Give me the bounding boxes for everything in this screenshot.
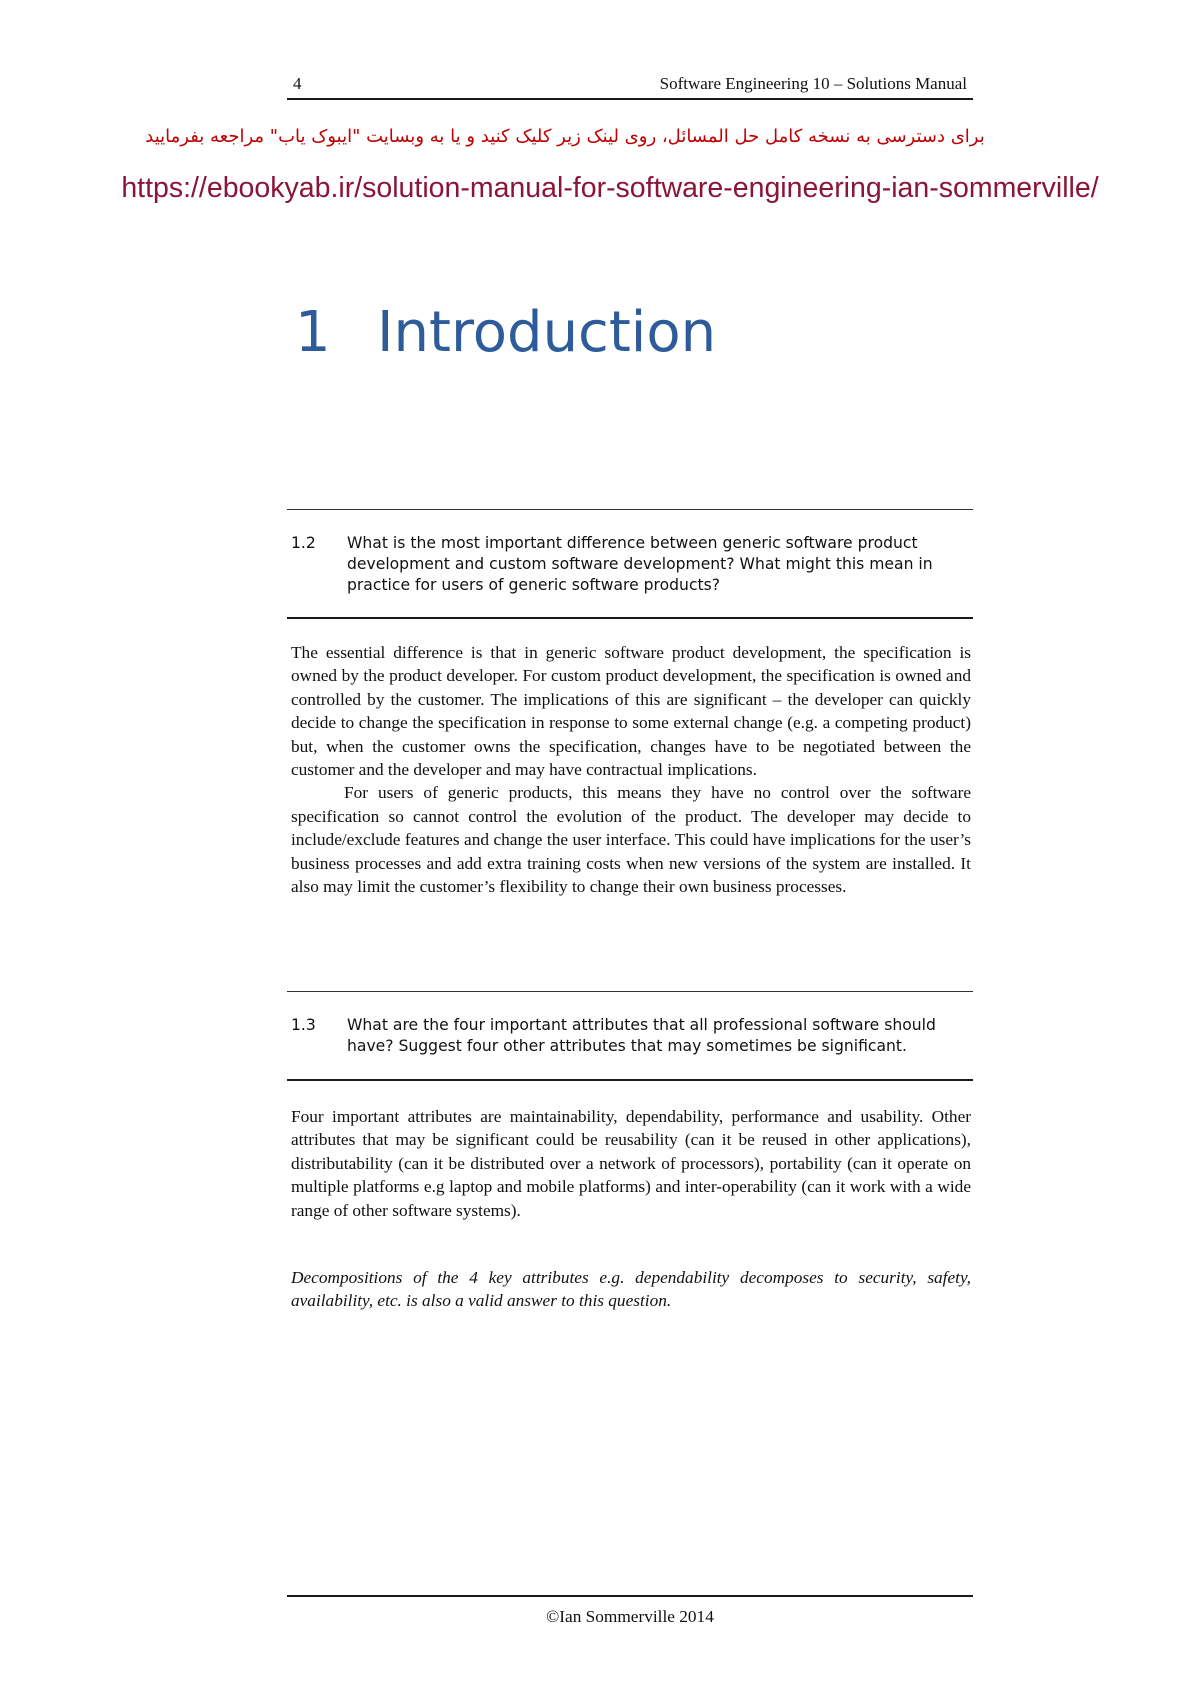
question-number: 1.2 (291, 534, 316, 552)
answer-1-2 (291, 641, 971, 898)
question-number: 1.3 (291, 1016, 316, 1034)
answer-note: Decompositions of the 4 key attributes e.g. dependability decomposes to security, safety, availability, etc. is also a valid answer to this question. (291, 1268, 971, 1311)
answer-paragraph: The essential difference is that in generic software product development, the specification is owned by the product developer. For custom product development, the specification is owned and controlled by the customer. The implications of this are significant – the developer can quickly decide to change the specification in response to some external change (e.g. a competing product) but, when the customer owns the specification, changes have to be negotiated between the customer and the developer and may have contractual implications. (291, 643, 971, 780)
question-1-3 (291, 1015, 971, 1057)
page-number: 4 (293, 74, 302, 93)
question-bottom-rule (287, 1079, 973, 1081)
chapter-heading (295, 300, 716, 365)
question-top-rule (287, 509, 973, 510)
answer-1-3 (291, 1105, 971, 1222)
footer-copyright: ©Ian Sommerville 2014 (546, 1607, 714, 1626)
chapter-number: 1 (295, 300, 331, 365)
answer-paragraph: Four important attributes are maintainability, dependability, performance and usability. Other attributes that may be significant could be reusability (can it be reused in other applications), distributability (can it be distributed over a network of processors), portability (can it operate on multiple platforms e.g laptop and mobile platforms) and inter-operability (can it work with a wide range of other software systems). (291, 1107, 971, 1220)
question-text: What are the four important attributes that all professional software should have? Suggest four other attributes that may sometimes be significant. (347, 1016, 936, 1055)
question-text: What is the most important difference between generic software product development and custom software development? What might this mean in practice for users of generic software products? (347, 534, 933, 594)
chapter-title: Introduction (377, 300, 717, 365)
footer-rule (287, 1595, 973, 1597)
book-title: Software Engineering 10 – Solutions Manual (659, 74, 967, 93)
question-top-rule (287, 991, 973, 992)
question-1-2 (291, 533, 971, 596)
running-header (287, 74, 973, 100)
question-bottom-rule (287, 617, 973, 619)
promo-link[interactable]: https://ebookyab.ir/solution-manual-for-software-engineering-ian-sommerville/ (121, 172, 1099, 204)
answer-paragraph: For users of generic products, this means they have no control over the software specification so cannot control the evolution of the product. The developer may decide to include/exclude features and change the user interface. This could have implications for the user’s business processes and add extra training costs when new versions of the system are installed. It also may limit the customer’s flexibility to change their own business processes. (291, 783, 971, 897)
promo-persian-text: برای دسترسی به نسخه کامل حل المسائل، روی لینک زیر کلیک کنید و یا به وبسایت "ایبوک یاب" مراجعه بفرمایید (145, 126, 985, 147)
